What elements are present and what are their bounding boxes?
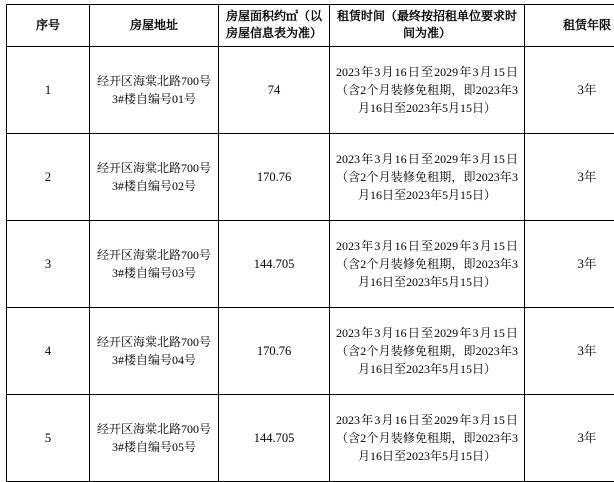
cell-address: 经开区海棠北路700号3#楼自编号03号: [90, 220, 219, 307]
cell-area: 170.76: [219, 133, 330, 220]
table-row: [7, 46, 614, 133]
table-row: [7, 133, 614, 220]
cell-address: 经开区海棠北路700号3#楼自编号05号: [90, 394, 219, 481]
cell-area: 144.705: [219, 394, 330, 481]
column-header-area: 房屋面积约㎡（以房屋信息表为准）: [219, 5, 330, 47]
cell-address: 经开区海棠北路700号3#楼自编号02号: [90, 133, 219, 220]
cell-address: 经开区海棠北路700号3#楼自编号04号: [90, 307, 219, 394]
cell-sequence: 1: [7, 46, 90, 133]
cell-sequence: 3: [7, 220, 90, 307]
cell-lease-period: 2023年3月16日至2029年3月15日（含2个月装修免租期，即2023年3月16日至2023年5月15日）: [330, 46, 525, 133]
cell-area: 74: [219, 46, 330, 133]
cell-area: 170.76: [219, 307, 330, 394]
cell-lease-term: 3年: [525, 133, 614, 220]
cell-sequence: 4: [7, 307, 90, 394]
cell-address: 经开区海棠北路700号3#楼自编号01号: [90, 46, 219, 133]
column-header-address: 房屋地址: [90, 5, 219, 47]
table-row: [7, 220, 614, 307]
column-header-lease-term: 租赁年限: [525, 5, 614, 47]
cell-lease-term: 3年: [525, 307, 614, 394]
cell-lease-term: 3年: [525, 394, 614, 481]
column-header-sequence: 序号: [7, 5, 90, 47]
cell-area: 144.705: [219, 220, 330, 307]
cell-lease-period: 2023年3月16日至2029年3月15日（含2个月装修免租期，即2023年3月16日至2023年5月15日）: [330, 394, 525, 481]
lease-listing-table: [6, 4, 614, 482]
cell-lease-period: 2023年3月16日至2029年3月15日（含2个月装修免租期，即2023年3月16日至2023年5月15日）: [330, 307, 525, 394]
cell-lease-term: 3年: [525, 46, 614, 133]
cell-lease-period: 2023年3月16日至2029年3月15日（含2个月装修免租期，即2023年3月16日至2023年5月15日）: [330, 133, 525, 220]
table-row: [7, 394, 614, 481]
table-header-row: [7, 5, 614, 47]
cell-lease-period: 2023年3月16日至2029年3月15日（含2个月装修免租期，即2023年3月16日至2023年5月15日）: [330, 220, 525, 307]
table-body: [7, 46, 614, 481]
column-header-lease-period: 租赁时间（最终按招租单位要求时间为准）: [330, 5, 525, 47]
cell-sequence: 2: [7, 133, 90, 220]
table-row: [7, 307, 614, 394]
table-header: [7, 5, 614, 47]
cell-sequence: 5: [7, 394, 90, 481]
cell-lease-term: 3年: [525, 220, 614, 307]
